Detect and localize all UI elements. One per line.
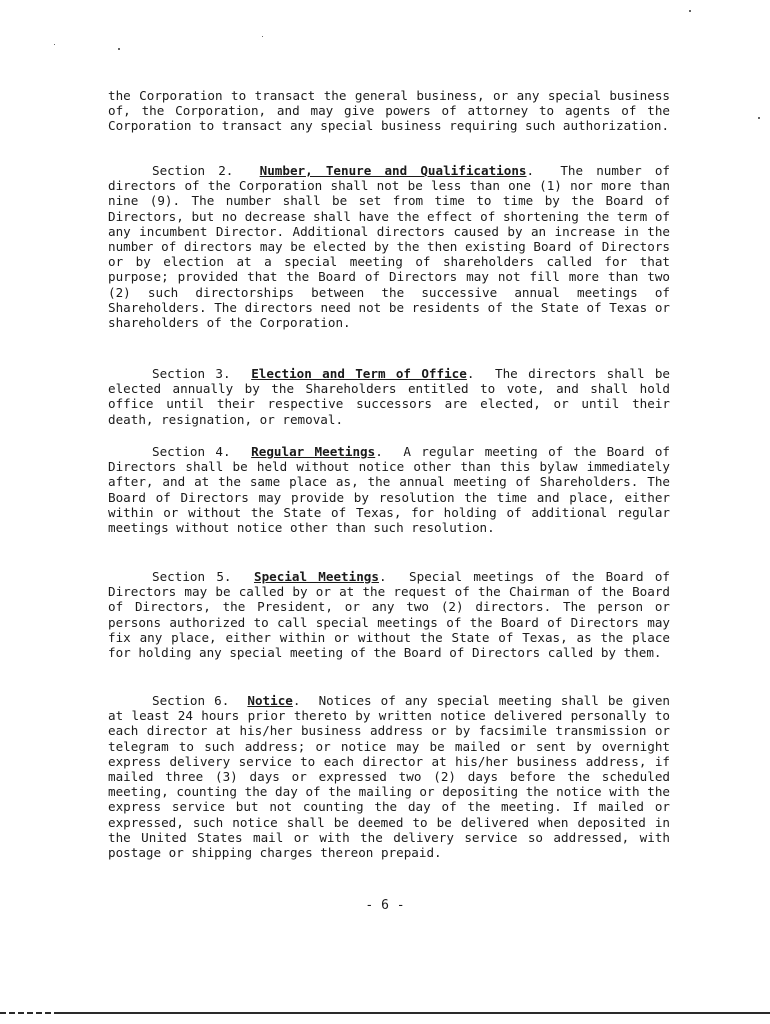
scan-speck — [118, 48, 120, 50]
section-title: Notice — [247, 693, 293, 708]
section-title: Special Meetings — [253, 569, 379, 584]
section-title: Number, Tenure and Qualifications — [259, 163, 527, 178]
section-4-paragraph: Section 4. Regular Meetings. A regular meeting of the Board of Directors shall be held without notice other than this bylaw immediately after, and at the same place as, the annual meeting of Shareholders. The Board of Directors may provide by resolution the time and place, either within or without the State of Texas, for holding of additional regular meetings without notice other than such resolution. — [108, 444, 670, 536]
section-number: Section 2. — [152, 163, 234, 178]
section-body: The directors shall be elected annually by the Shareholders entitled to vote, and shall hold office until their respective successors are elected, or until their death, resignation, or removal. — [108, 366, 671, 427]
section-6-paragraph: Section 6. Notice. Notices of any special meeting shall be given at least 24 hours prior thereto by written notice delivered personally to each director at his/her business address or by facsimile transmission or telegram to such address; or notice may be mailed or sent by overnight express delivery service to each director at his/her business address, if mailed three (3) days or expressed two (2) days before the scheduled meeting, counting the day of the mailing or depositing the notice with the express service but not counting the day of the meeting. If mailed or expressed, such notice shall be deemed to be delivered when deposited in the United States mail or with the delivery service so addressed, with postage or shipping charges thereon prepaid. — [108, 693, 670, 861]
continuation-paragraph: the Corporation to transact the general business, or any special business of, the Corporation, and may give powers of attorney to agents of the Corporation to transact any special business requiring such authorization. — [108, 88, 670, 134]
section-number: Section 6. — [152, 693, 230, 708]
section-number: Section 3. — [152, 366, 231, 381]
section-3-paragraph: Section 3. Election and Term of Office. The directors shall be elected annually by the Shareholders entitled to vote, and shall hold office until their respective successors are elected, or until their death, resignation, or removal. — [108, 366, 671, 427]
scan-bottom-edge — [0, 1012, 770, 1014]
scan-speck — [262, 36, 263, 37]
section-5-paragraph: Section 5. Special Meetings. Special meetings of the Board of Directors may be called by or at the request of the Chairman of the Board of Directors, the President, or any two (2) directors. The person or persons authorized to call special meetings of the Board of Directors may fix any place, either within or without the State of Texas, as the place for holding any special meeting of the Board of Directors called by them. — [108, 569, 670, 661]
section-number: Section 4. — [152, 444, 231, 459]
section-body: Notices of any special meeting shall be given at least 24 hours prior thereto by written notice delivered personally to each director at his/her business address or by facsimile transmission or telegram to such address; or notice may be mailed or sent by overnight express delivery service to each director at his/her business address, if mailed three (3) days or expressed two (2) days before the scheduled meeting, counting the day of the mailing or depositing the notice with the express service but not counting the day of the meeting. If mailed or expressed, such notice shall be deemed to be delivered when deposited in the United States mail or with the delivery service so addressed, with postage or shipping charges thereon prepaid. — [108, 693, 670, 861]
section-body: The number of directors of the Corporation shall not be less than one (1) nor more than nine (9). The number shall be set from time to time by the Board of Directors, but no decrease shall have the effect of shortening the term of any incumbent Director. Additional directors caused by an increase in the number of directors may be elected by the then existing Board of Directors or by election at a special meeting of shareholders called for that purpose; provided that the Board of Directors may not fill more than two (2) such directorships between the successive annual meetings of Shareholders. The directors need not be residents of the State of Texas or shareholders of the Corporation. — [108, 163, 671, 331]
scan-speck — [689, 10, 691, 12]
page-number: - 6 - — [365, 898, 405, 913]
scan-speck — [54, 44, 55, 45]
section-body: A regular meeting of the Board of Directors shall be held without notice other than this bylaw immediately after, and at the same place as, the annual meeting of Shareholders. The Board of Directors may provide by resolution the time and place, either within or without the State of Texas, for holding of additional regular meetings without notice other than such resolution. — [108, 444, 670, 536]
section-2-paragraph: Section 2. Number, Tenure and Qualifications. The number of directors of the Corporation shall not be less than one (1) nor more than nine (9). The number shall be set from time to time by the Board of Directors, but no decrease shall have the effect of shortening the term of any incumbent Director. Additional directors caused by an increase in the number of directors may be elected by the then existing Board of Directors or by election at a special meeting of shareholders called for that purpose; provided that the Board of Directors may not fill more than two (2) such directorships between the successive annual meetings of Shareholders. The directors need not be residents of the State of Texas or shareholders of the Corporation. — [108, 163, 671, 331]
scan-speck — [758, 117, 760, 119]
section-number: Section 5. — [152, 569, 232, 584]
section-title: Election and Term of Office — [251, 366, 467, 381]
section-title: Regular Meetings — [251, 444, 376, 459]
section-body: Special meetings of the Board of Directors may be called by or at the request of the Chairman of the Board of Directors, the President, or any two (2) directors. The person or persons authorized to call special meetings of the Board of Directors may fix any place, either within or without the State of Texas, as the place for holding any special meeting of the Board of Directors called by them. — [108, 569, 670, 661]
scan-bottom-edge-dash — [0, 1012, 60, 1014]
